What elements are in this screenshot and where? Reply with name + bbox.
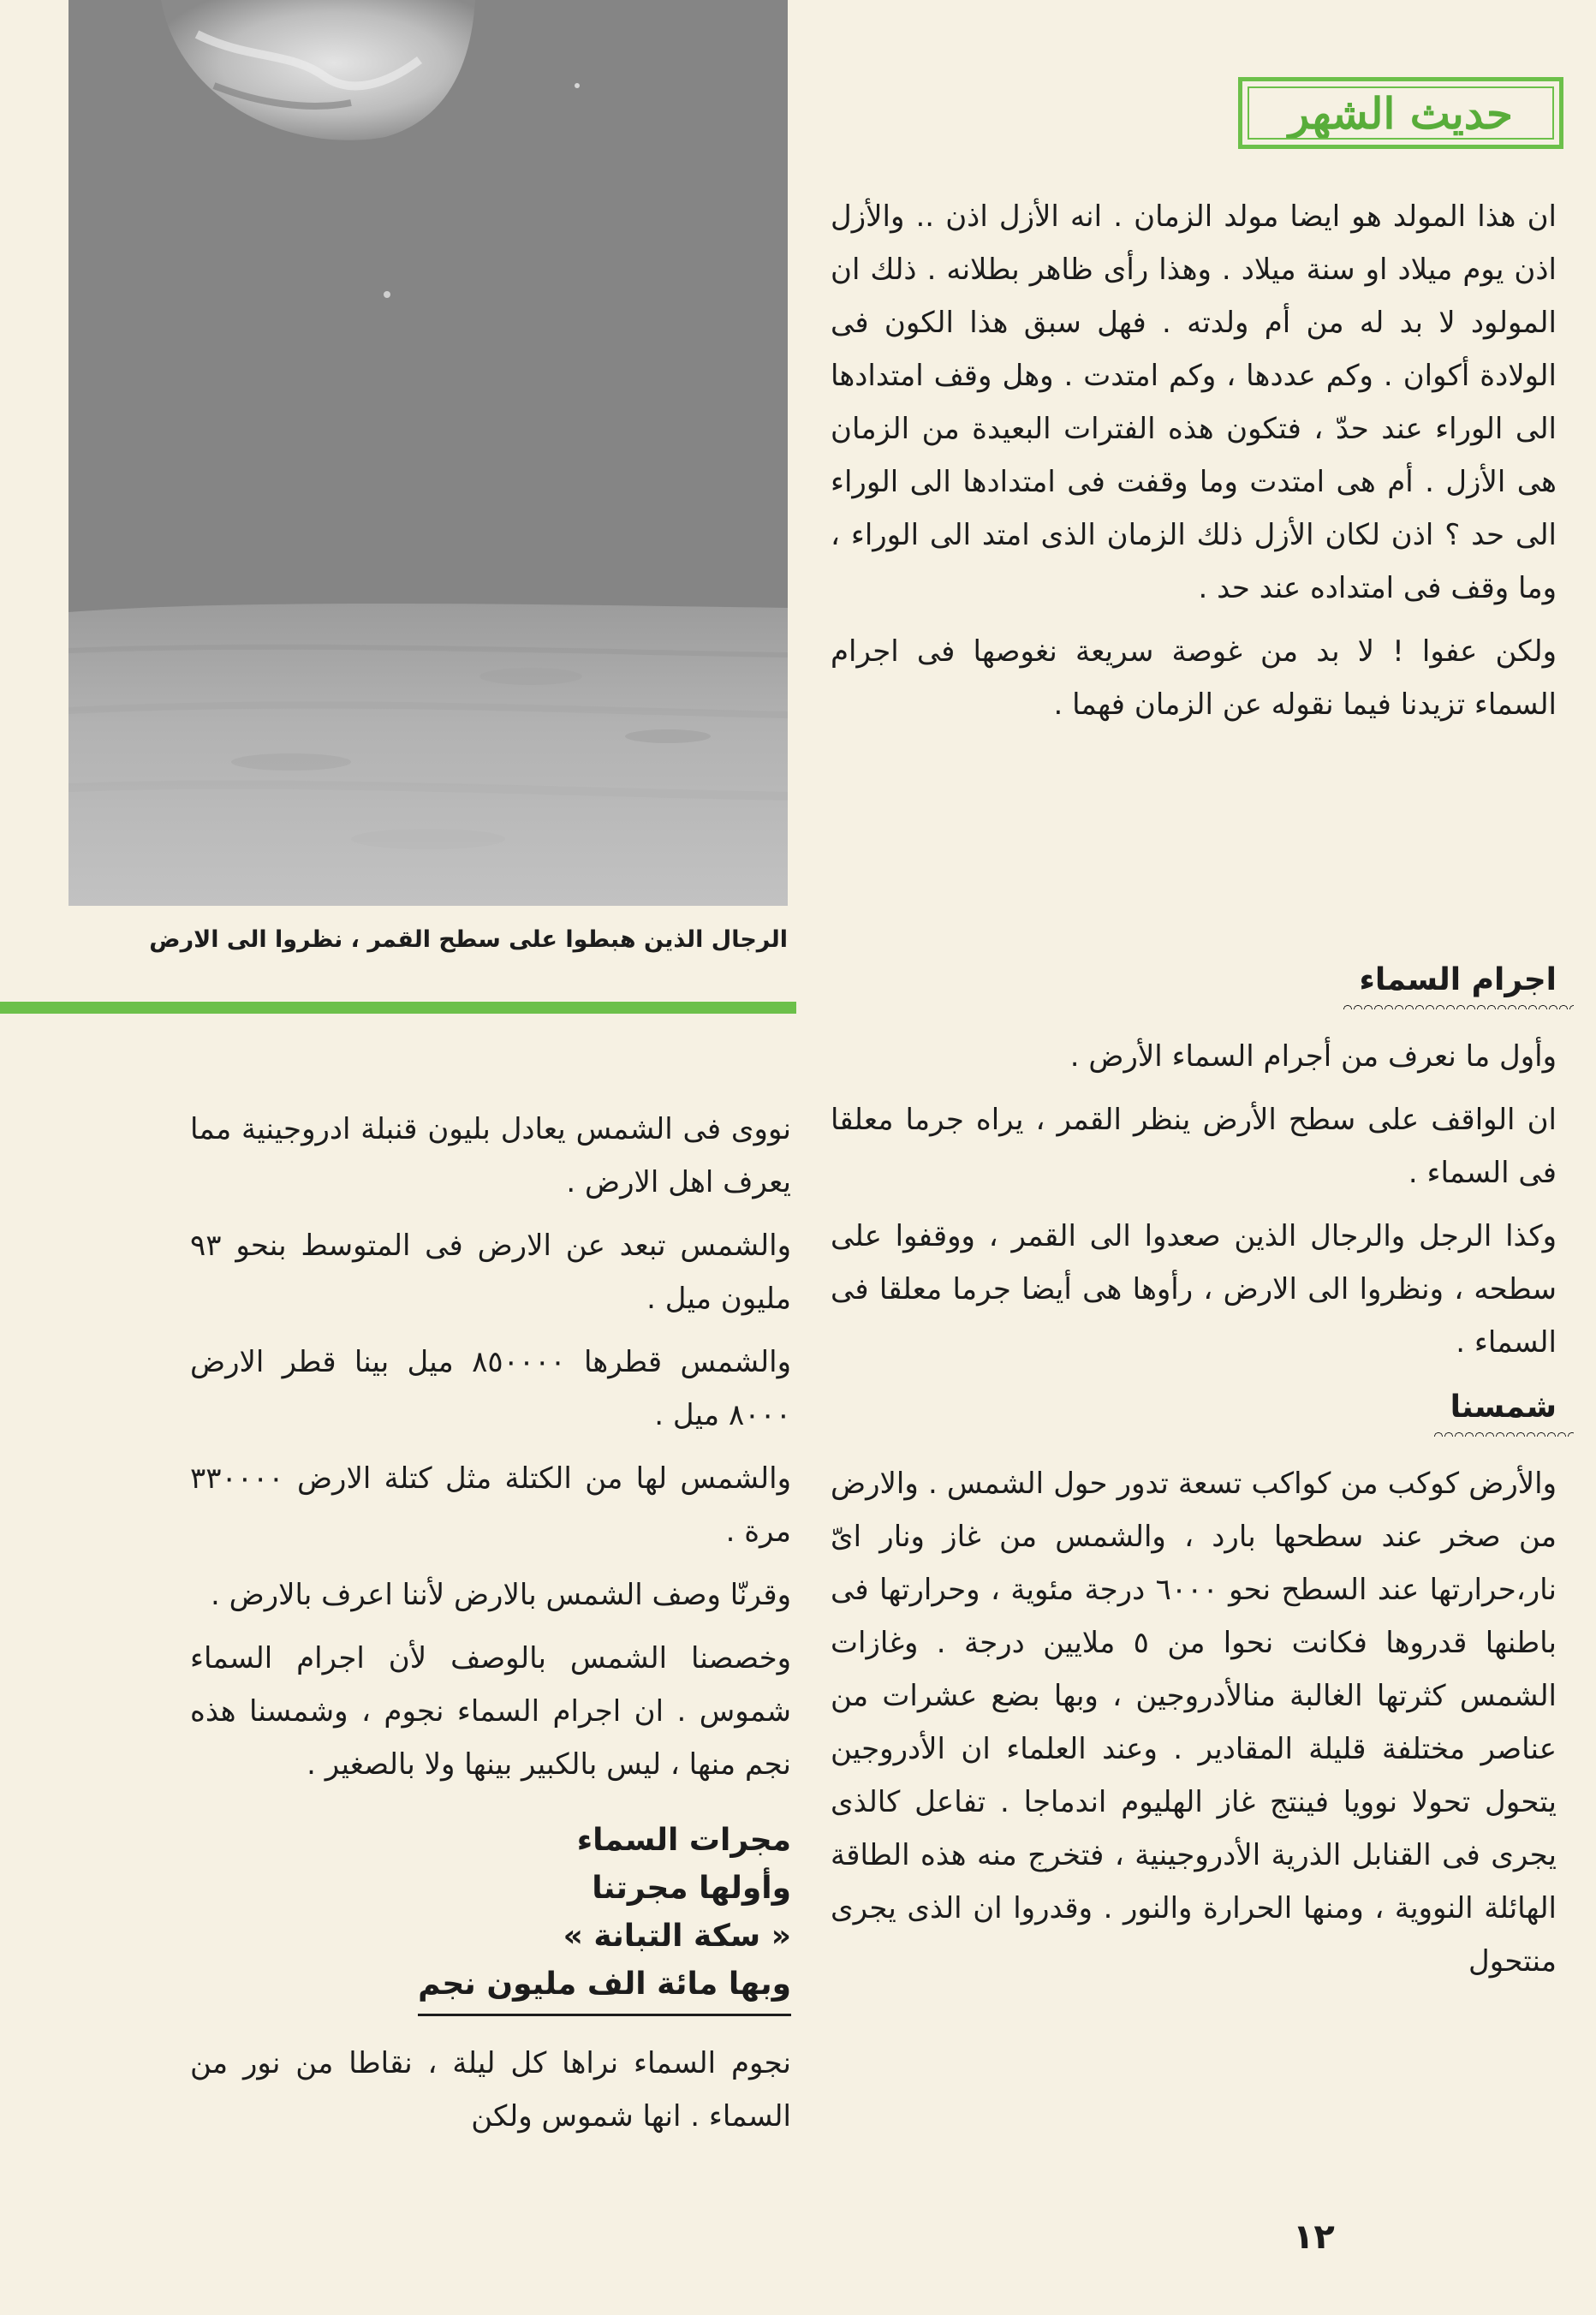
photo-caption: الرجال الذين هبطوا على سطح القمر ، نظروا الى الارض <box>149 926 788 953</box>
page-number: ١٢ <box>1293 2217 1335 2257</box>
section-title-celestial-bodies: اجرام السماء <box>1360 962 1557 1009</box>
section-title-our-sun: شمسنا <box>1450 1390 1557 1437</box>
paragraph: ان الواقف على سطح الأرض ينظر القمر ، يراه جرما معلقا فى السماء . <box>831 1103 1557 1190</box>
heading-line: مجرات السماء <box>576 1823 791 1858</box>
paragraph: والأرض كوكب من كواكب تسعة تدور حول الشمس . والارض من صخر عند سطحها بارد ، والشمس من غاز ونار اىّ نار،حرارتها عند السطح نحو ٦٠٠٠ درجة مئوية ، وحرارتها فى باطنها قدروها فكانت نحوا من ٥ ملايين درجة . وغازات الشمس كثرتها الغالبة منالأدروجين ، وبها بضع عشرات من عناصر مختلفة قليلة المقادير . وعند العلماء ان الأدروجين يتحول تحولا نوويا فينتج غاز الهليوم اندماجا . تفاعل كالذى يجرى فى القنابل الذرية الأدروجينية ، فتخرج منه هذه الطاقة الهائلة النووية ، ومنها الحرارة والنور . وقدروا ان الذى يجرى منتحول <box>831 1467 1557 1979</box>
right-column-top <box>831 190 1557 731</box>
paragraph: ولكن عفوا ! لا بد من غوصة سريعة نغوصها فى اجرام السماء تزيدنا فيما نقوله عن الزمان فهما . <box>831 634 1557 722</box>
paragraph: والشمس لها من الكتلة مثل كتلة الارض ٣٣٠٠٠٠ مرة . <box>190 1461 791 1549</box>
section-heading <box>831 962 1557 1009</box>
paragraph: وقرنّا وصف الشمس بالارض لأننا اعرف بالارض . <box>210 1578 791 1612</box>
heading-line: وأولها مجرتنا <box>592 1871 791 1906</box>
heading-line: وبها مائة الف مليون نجم <box>418 1961 791 2016</box>
logo-text: حديث الشهر <box>1289 87 1513 139</box>
paragraph: والشمس قطرها ٨٥٠٠٠٠ ميل بينا قطر الارض ٨٠٠٠ ميل . <box>190 1345 792 1432</box>
paragraph: نووى فى الشمس يعادل بليون قنبلة ادروجينية مما يعرف اهل الارض . <box>190 1112 791 1199</box>
green-divider <box>0 1002 796 1014</box>
galaxies-heading <box>190 1817 791 2016</box>
paragraph: وأول ما نعرف من أجرام السماء الأرض . <box>1069 1039 1557 1074</box>
paragraph: والشمس تبعد عن الارض فى المتوسط بنحو ٩٣ مليون ميل . <box>190 1229 791 1316</box>
paragraph: وخصصنا الشمس بالوصف لأن اجرام السماء شموس . ان اجرام السماء نجوم ، وشمسنا هذه نجم منها ، ليس بالكبير بينها ولا بالصغير . <box>190 1641 791 1782</box>
earthrise-photo <box>68 0 788 906</box>
right-column-main <box>831 942 1557 1988</box>
left-column <box>190 1103 791 2143</box>
heading-line: « سكة التبانة » <box>563 1919 791 1954</box>
paragraph: نجوم السماء نراها كل ليلة ، نقاطا من نور من السماء . انها شموس ولكن <box>190 2046 791 2133</box>
paragraph: وكذا الرجل والرجال الذين صعدوا الى القمر ، ووقفوا على سطحه ، ونظروا الى الارض ، رأوها هى أيضا جرما معلقا فى السماء . <box>831 1219 1557 1360</box>
paragraph: ان هذا المولد هو ايضا مولد الزمان . انه الأزل اذن .. والأزل اذن يوم ميلاد او سنة ميلاد . وهذا رأى ظاهر بطلانه . ذلك ان المولود لا بد له من أم ولدته . فهل سبق هذا الكون فى الولادة أكوان . وكم عددها ، وكم امتدت . وهل وقف امتدادها الى الوراء عند حدّ ، فتكون هذه الفترات البعيدة من الزمان هى الأزل . أم هى امتدت وما وقفت فى امتدادها الى الوراء الى حد ؟ اذن لكان الأزل ذلك الزمان الذى امتد الى الوراء ، وما وقف فى امتداده عند حد . <box>831 199 1557 605</box>
column-logo <box>1238 77 1563 149</box>
earthrise-illustration <box>68 0 788 906</box>
section-heading <box>831 1390 1557 1437</box>
